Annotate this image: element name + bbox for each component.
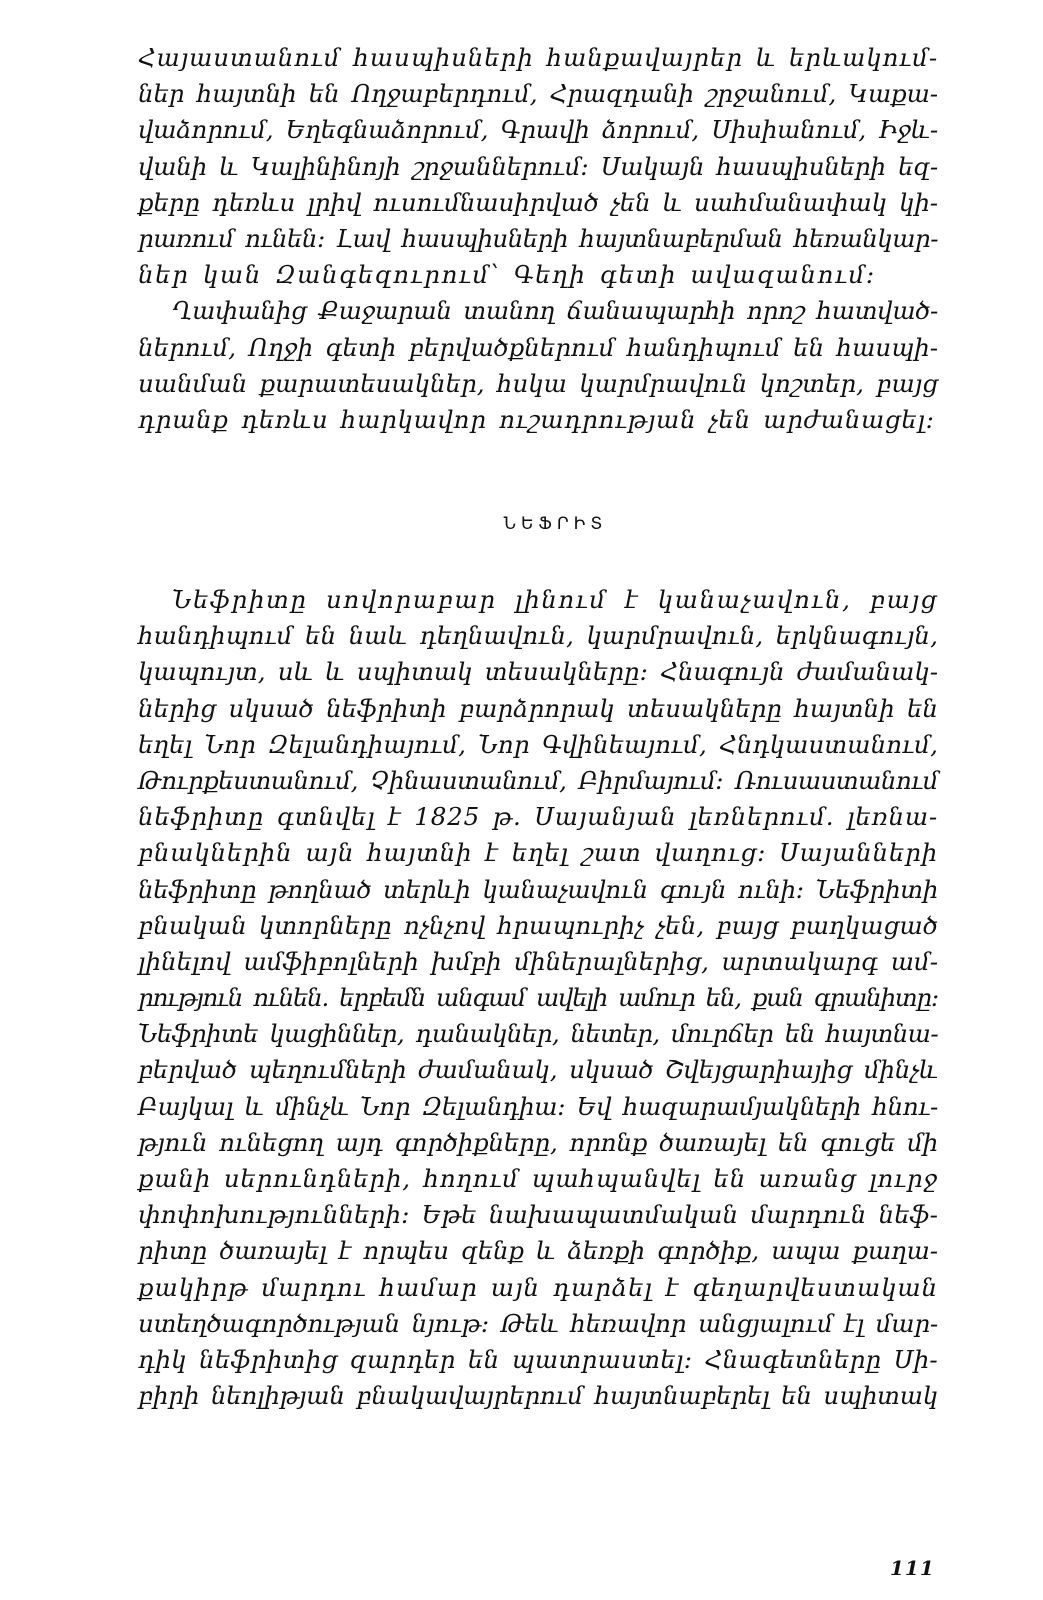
text-line: բիրի նեոլիթյան բնակավայրերում հայտնաբերել են սպիտակ	[138, 1381, 938, 1411]
text-line: ներից սկսած նեֆրիտի բարձրորակ տեսակները հայտնի են	[138, 693, 938, 723]
text-line: Նեֆրիտը սովորաբար լինում է կանաչավուն, բայց	[172, 585, 938, 614]
text-line: լինելով ամֆիբոլների խմբի միներալներից, արտակարգ ամ-	[138, 946, 938, 976]
top-text-block	[138, 40, 938, 438]
bottom-text-block	[138, 582, 938, 1414]
text-line: ստեղծագործության նյութ։ Թեև հեռավոր անցյալում էլ մար-	[138, 1308, 938, 1338]
text-line: րառում ունեն։ Լավ հասպիսների հայտնաբերման հեռանկար-	[138, 223, 938, 253]
text-line: թյուն ունեցող այդ գործիքները, որոնք ծառայել են գուցե մի	[138, 1127, 938, 1157]
paragraph-nephrite	[138, 582, 938, 1414]
text-line: ներ հայտնի են Ողջաբերդում, Հրազդանի շրջանում, Կաքա-	[138, 79, 938, 109]
text-line: վանի և Կալինինոյի շրջաններում։ Սակայն հասպիսների եզ-	[138, 151, 938, 181]
text-line: դիկ նեֆրիտից զարդեր են պատրաստել։ Հնագետները Սի-	[138, 1344, 938, 1374]
text-line: սանման քարատեսակներ, հսկա կարմրավուն կոշտեր, բայց	[138, 368, 938, 398]
text-line: քանի սերունդների, հողում պահպանվել են առանց լուրջ	[138, 1164, 938, 1193]
text-line: ներ կան Զանգեզուրում՝ Գեղի գետի ավազանում։	[138, 260, 876, 290]
text-line: Թուրքեստանում, Չինաստանում, Բիրմայում։ Ռուսաստանում	[138, 765, 938, 795]
text-line: քերը դեռևս լրիվ ուսումնասիրված չեն և սահմանափակ կի-	[138, 187, 938, 217]
text-line: բերված պեղումների ժամանակ, սկսած Շվեյցարիայից մինչև	[138, 1055, 938, 1085]
text-line: եղել Նոր Զելանդիայում, Նոր Գվինեայում, Հնդկաստանում,	[138, 729, 938, 759]
text-line: Հայաստանում հասպիսների հանքավայրեր և երևակում-	[138, 43, 938, 72]
paragraph-jasper-deposits	[138, 40, 938, 293]
text-line: բնական կտորները ոչնչով հրապուրիչ չեն, բայց բաղկացած	[138, 910, 938, 940]
text-line: Նեֆրիտե կացիններ, դանակներ, նետեր, մուրճեր են հայտնա-	[138, 1019, 938, 1049]
text-line: նեֆրիտը թողնած տերևի կանաչավուն գույն ունի։ Նեֆրիտի	[138, 874, 938, 904]
text-line: վաձորում, Եղեգնաձորում, Գրավի ձորում, Սիսիանում, Իջև-	[138, 115, 938, 145]
text-line: կապույտ, սև և սպիտակ տեսակները։ Հնագույն ժամանակ-	[138, 657, 938, 687]
text-line: Ղափանից Քաջարան տանող ճանապարհի որոշ հատված-	[172, 296, 938, 326]
text-line: փոփոխությունների։ Եթե նախապատմական մարդուն նեֆ-	[138, 1200, 938, 1230]
text-line: դրանք դեռևս հարկավոր ուշադրության չեն արժանացել։	[138, 404, 935, 434]
text-line: րություն ունեն. երբեմն անգամ ավելի ամուր են, քան գրանիտը։	[138, 983, 938, 1013]
paragraph-kajaran-road	[138, 293, 938, 438]
text-line: Բայկալ և մինչև Նոր Զելանդիա։ Եվ հազարամյակների հնու-	[138, 1091, 938, 1121]
page-number: 111	[890, 1556, 935, 1580]
text-line: րիտը ծառայել է որպես զենք և ձեռքի գործիք, ապա քաղա-	[138, 1236, 938, 1266]
section-heading-nephrite: ՆԵՖՐԻՏ	[503, 514, 608, 534]
text-line: բնակներին այն հայտնի է եղել շատ վաղուց։ Սայանների	[138, 838, 938, 868]
text-line: ներում, Ողջի գետի բերվածքներում հանդիպում են հասպի-	[138, 332, 938, 362]
text-line: հանդիպում են նաև դեղնավուն, կարմրավուն, երկնագույն,	[138, 621, 938, 651]
text-line: քակիրթ մարդու համար այն դարձել է գեղարվեստական	[138, 1272, 938, 1302]
text-line: նեֆրիտը գտնվել է 1825 թ. Սայանյան լեռներում. լեռնա-	[138, 802, 938, 832]
